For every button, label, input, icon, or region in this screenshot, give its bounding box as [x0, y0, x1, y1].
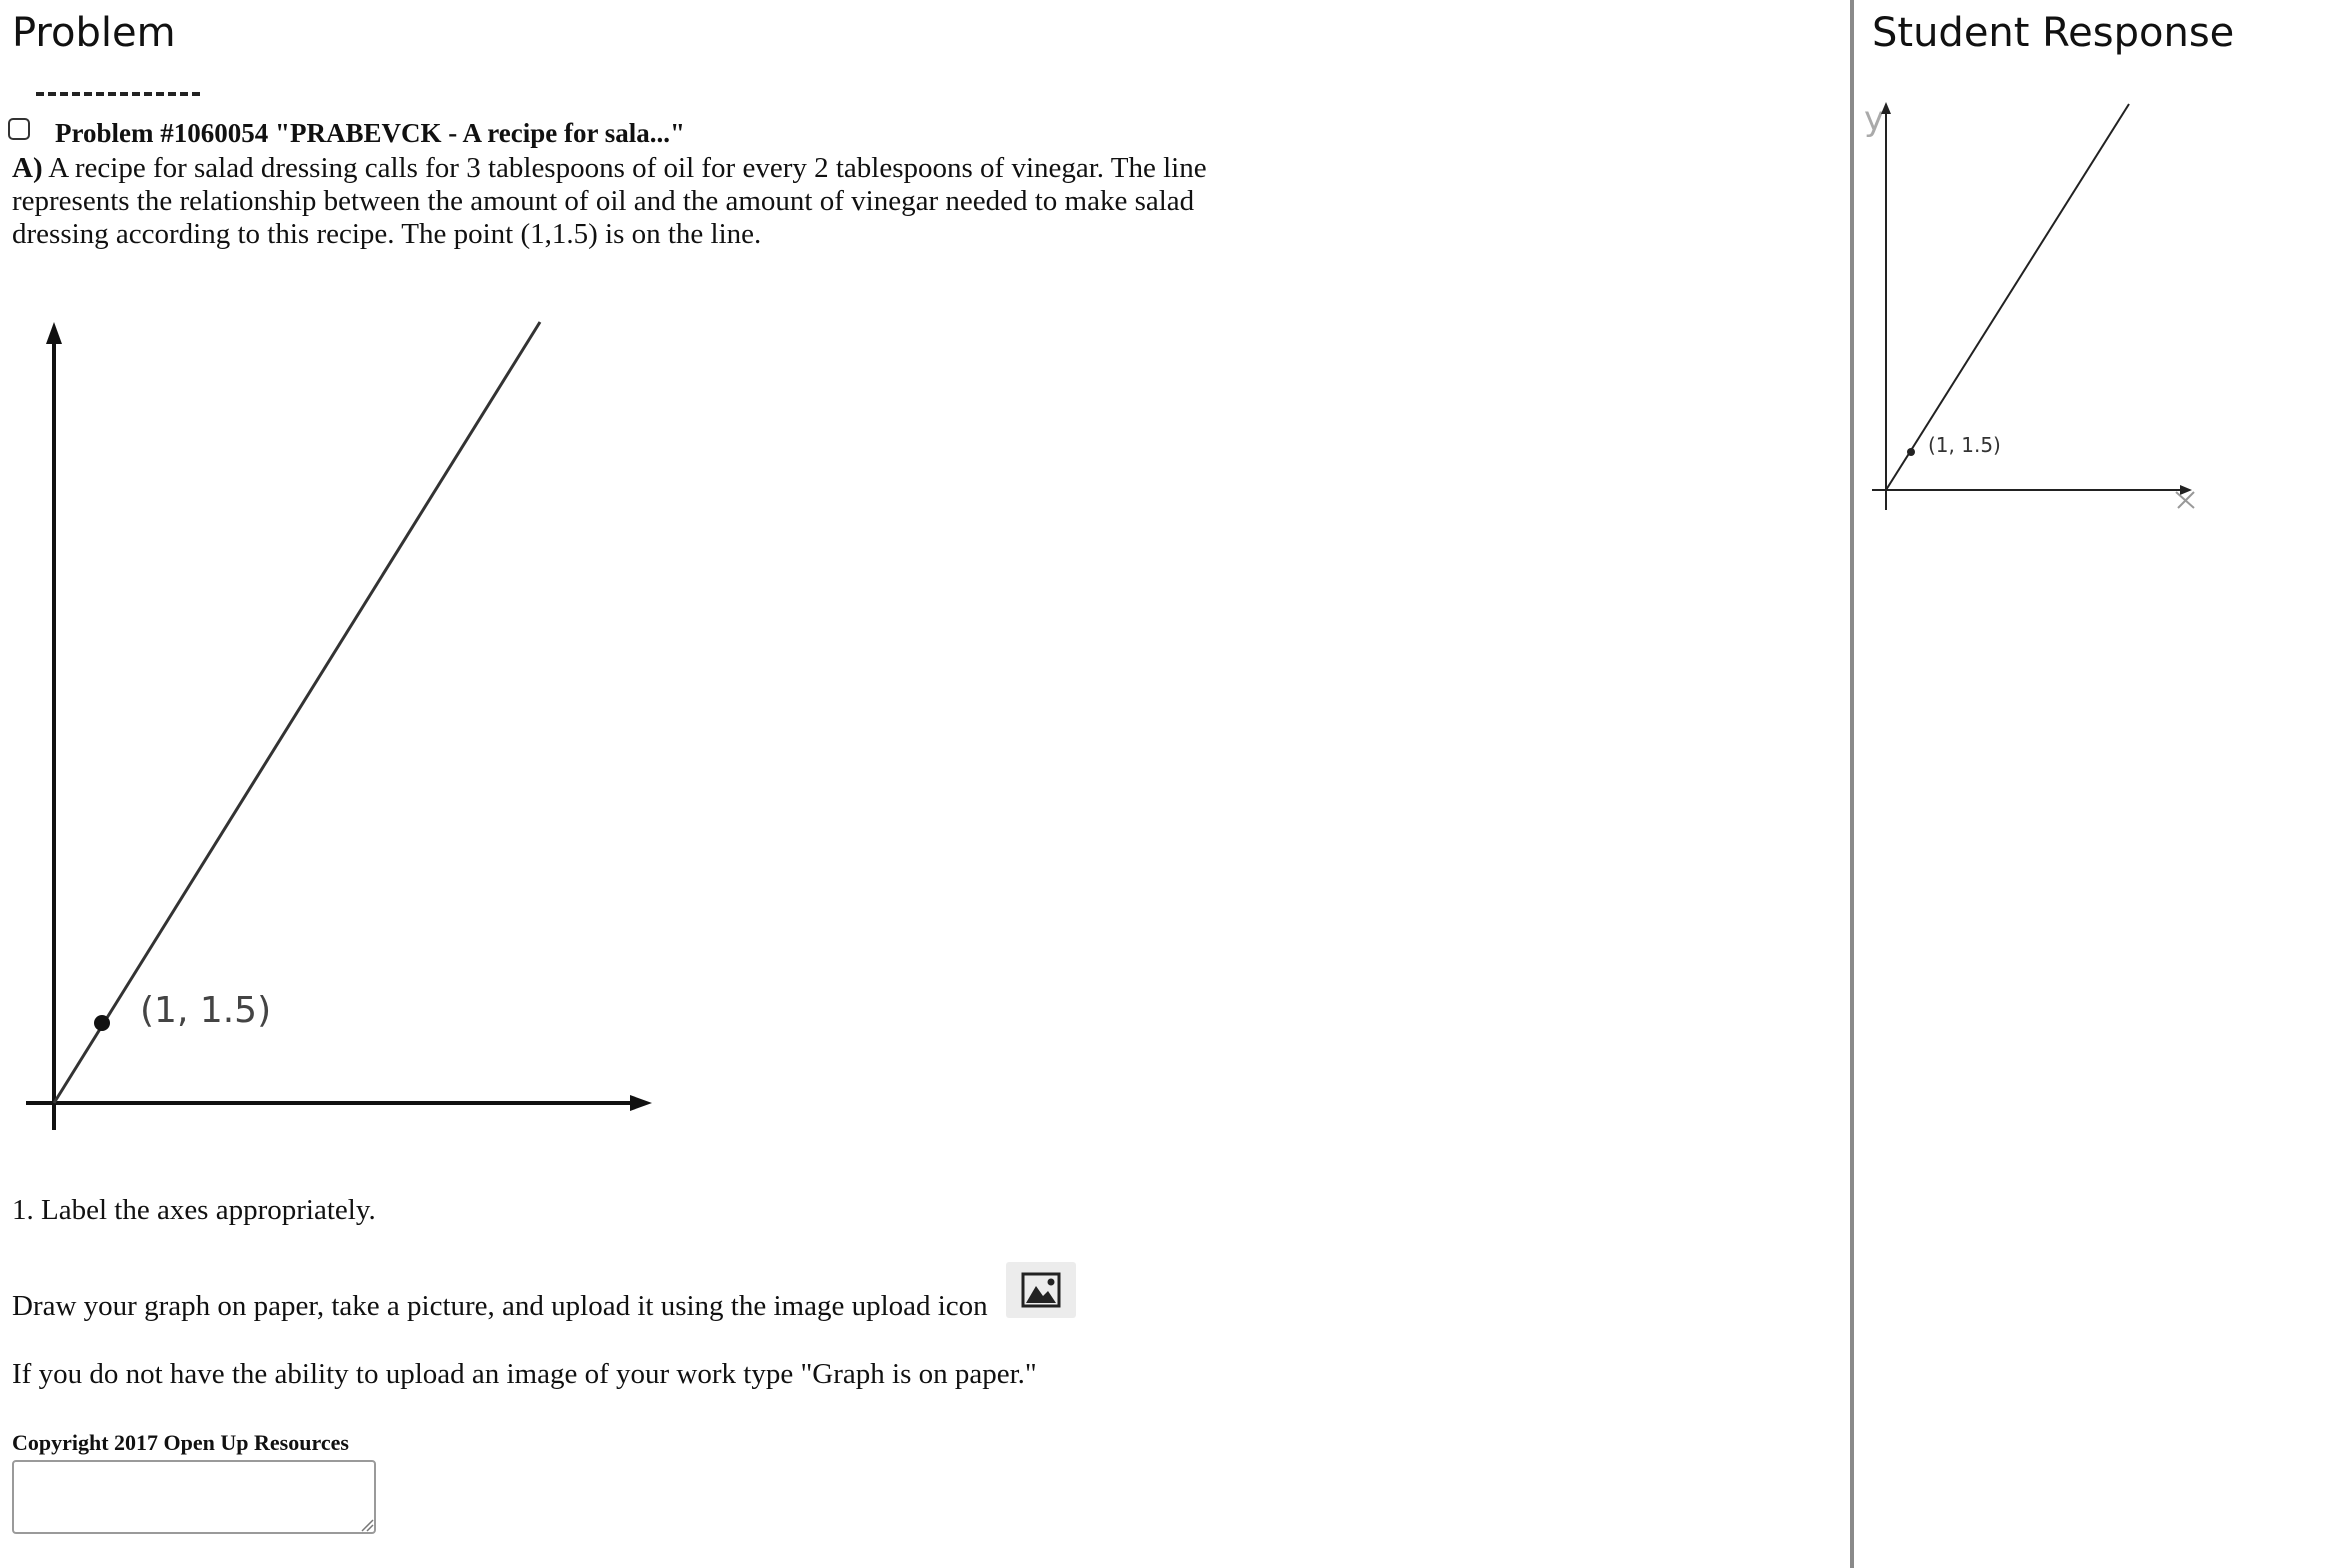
problem-statement [12, 152, 1272, 251]
response-panel-title: Student Response [1872, 10, 2235, 56]
image-icon [1021, 1272, 1061, 1308]
problem-heading: Problem #1060054 "PRABEVCK - A recipe for sala..." [55, 118, 685, 148]
point-marker [1907, 448, 1915, 456]
problem-panel-title: Problem [12, 10, 176, 56]
image-upload-icon[interactable] [1006, 1262, 1076, 1318]
paper-note: If you do not have the ability to upload an image of your work type "Graph is on paper." [12, 1358, 1037, 1390]
student-response-graph [1854, 90, 2294, 530]
y-axis-arrow [46, 322, 62, 344]
point-label: (1, 1.5) [140, 990, 272, 1031]
answer-input[interactable] [12, 1460, 376, 1534]
part-label: A) [12, 152, 43, 184]
x-axis-arrow [2180, 485, 2192, 495]
proportional-line [54, 322, 540, 1103]
x-axis-arrow [630, 1095, 652, 1111]
step-instruction: 1. Label the axes appropriately. [12, 1194, 376, 1226]
point-label: (1, 1.5) [1928, 433, 2001, 457]
problem-select-checkbox[interactable] [8, 118, 30, 140]
student-response-panel [1854, 0, 2350, 1568]
resize-grip-icon[interactable] [360, 1518, 374, 1532]
problem-graph [0, 300, 700, 1150]
x-axis-label [2176, 492, 2194, 508]
y-axis-label: y [1864, 99, 1885, 139]
upload-instruction: Draw your graph on paper, take a picture, and upload it using the image upload icon [12, 1290, 988, 1322]
copyright: Copyright 2017 Open Up Resources [12, 1430, 349, 1455]
proportional-line [1886, 104, 2129, 490]
problem-text: A recipe for salad dressing calls for 3 tablespoons of oil for every 2 tablespoons of vinegar. The line represents the relationship between the amount of oil and the amount of vinegar needed to make salad dressing according to this recipe. The point (1,1.5) is on the line. [12, 152, 1207, 250]
clipped-text-fragment [36, 92, 200, 106]
point-marker [94, 1015, 110, 1031]
